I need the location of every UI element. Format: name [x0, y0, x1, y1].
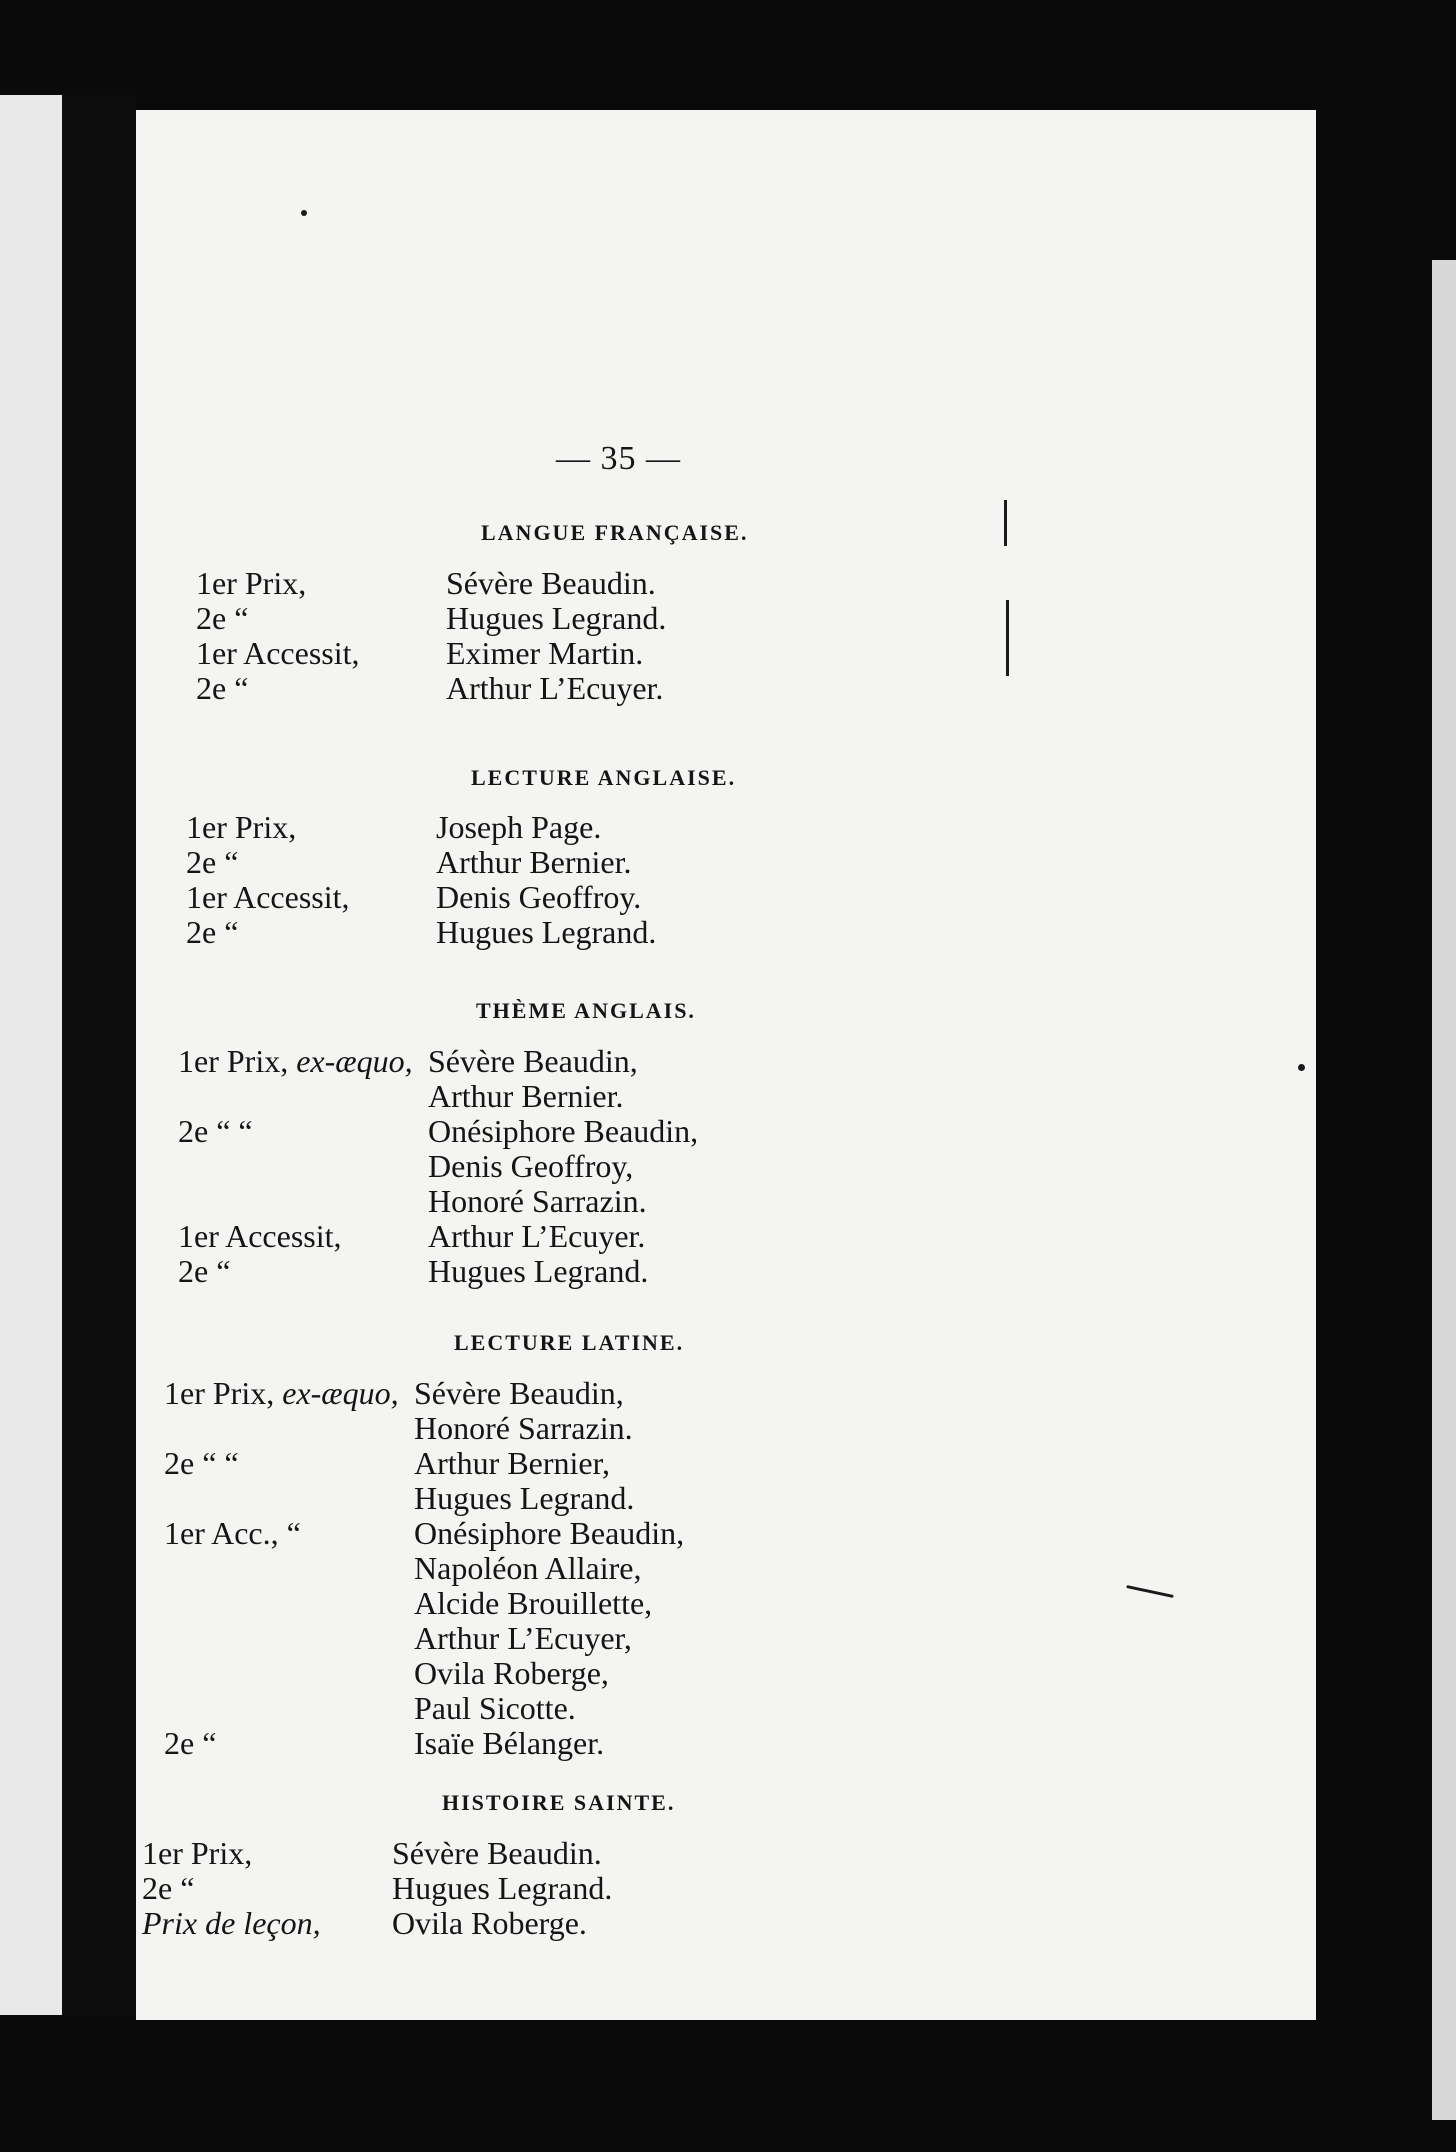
book-gutter [62, 95, 136, 2015]
recipient-name: Isaïe Bélanger. [414, 1725, 605, 1761]
recipient-name: Sévère Beaudin. [446, 565, 656, 601]
facing-page-edge [0, 95, 62, 2015]
prize-label: 1er Accessit, [178, 1218, 342, 1254]
prize-label: 2e “ “ [178, 1113, 253, 1149]
section-heading: LECTURE LATINE. [454, 1330, 685, 1355]
recipient-name: Arthur Bernier, [414, 1445, 610, 1481]
prize-label: 2e “ [196, 600, 249, 636]
section-heading: LECTURE ANGLAISE. [471, 765, 737, 790]
prize-label: 1er Prix, [196, 565, 307, 601]
recipient-name: Arthur Bernier. [428, 1078, 624, 1114]
recipient-name: Joseph Page. [436, 809, 602, 845]
recipient-name: Alcide Brouillette, [414, 1585, 653, 1621]
recipient-name: Hugues Legrand. [436, 914, 657, 950]
ink-speck [1126, 1585, 1174, 1598]
ink-speck [1004, 500, 1007, 546]
prize-label: 1er Prix, ex-æquo, [178, 1043, 413, 1079]
section-heading: HISTOIRE SAINTE. [442, 1790, 676, 1815]
section-heading: LANGUE FRANÇAISE. [481, 520, 749, 545]
recipient-name: Onésiphore Beaudin, [428, 1113, 699, 1149]
prize-label: 1er Accessit, [196, 635, 360, 671]
recipient-name: Denis Geoffroy, [428, 1148, 634, 1184]
recipient-name: Hugues Legrand. [446, 600, 667, 636]
ink-speck [301, 210, 307, 216]
prize-label: 1er Accessit, [186, 879, 350, 915]
ink-speck [1006, 600, 1009, 676]
recipient-name: Denis Geoffroy. [436, 879, 642, 915]
prize-label: 1er Prix, [186, 809, 297, 845]
prize-label: 2e “ [186, 844, 239, 880]
ink-speck [1298, 1064, 1305, 1071]
recipient-name: Arthur L’Ecuyer. [428, 1218, 646, 1254]
prize-label: Prix de leçon, [142, 1905, 321, 1941]
document-page [136, 110, 1316, 2020]
recipient-name: Sévère Beaudin, [428, 1043, 638, 1079]
recipient-name: Hugues Legrand. [428, 1253, 649, 1289]
recipient-name: Eximer Martin. [446, 635, 644, 671]
recipient-name: Hugues Legrand. [414, 1480, 635, 1516]
prize-label: 2e “ [186, 914, 239, 950]
recipient-name: Arthur L’Ecuyer, [414, 1620, 632, 1656]
recipient-name: Ovila Roberge. [392, 1905, 587, 1941]
recipient-name: Arthur Bernier. [436, 844, 632, 880]
page-number: — 35 — [556, 440, 681, 477]
prize-label: 2e “ [164, 1725, 217, 1761]
prize-label: 2e “ [196, 670, 249, 706]
recipient-name: Honoré Sarrazin. [428, 1183, 647, 1219]
recipient-name: Sévère Beaudin. [392, 1835, 602, 1871]
recipient-name: Arthur L’Ecuyer. [446, 670, 664, 706]
recipient-name: Paul Sicotte. [414, 1690, 576, 1726]
recipient-name: Napoléon Allaire, [414, 1550, 642, 1586]
prize-label: 1er Prix, ex-æquo, [164, 1375, 399, 1411]
prize-label: 1er Acc., “ [164, 1515, 301, 1551]
recipient-name: Sévère Beaudin, [414, 1375, 624, 1411]
section-heading: THÈME ANGLAIS. [476, 998, 696, 1023]
recipient-name: Honoré Sarrazin. [414, 1410, 633, 1446]
prize-label: 2e “ [178, 1253, 231, 1289]
prize-label: 2e “ [142, 1870, 195, 1906]
prize-label: 2e “ “ [164, 1445, 239, 1481]
prize-label: 1er Prix, [142, 1835, 253, 1871]
page-right-edge [1432, 260, 1456, 2120]
recipient-name: Ovila Roberge, [414, 1655, 609, 1691]
recipient-name: Hugues Legrand. [392, 1870, 613, 1906]
recipient-name: Onésiphore Beaudin, [414, 1515, 685, 1551]
